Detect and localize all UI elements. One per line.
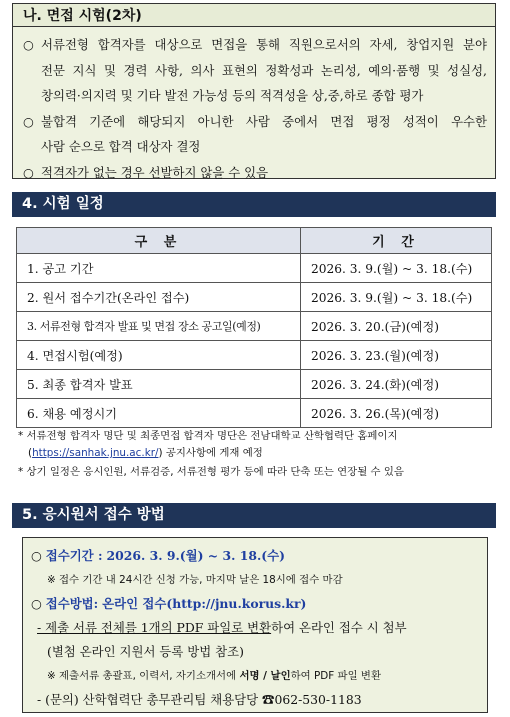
text-line: 사람 순으로 합격 대상자 결정: [41, 139, 201, 154]
table-row: [17, 312, 492, 341]
text-line: 적격자가 없는 경우 선발하지 않을 수 있음: [41, 164, 269, 180]
bullet-evaluation: [23, 32, 487, 109]
row-label: 4. 면접시험(예정): [17, 341, 301, 370]
method-label: 접수방법:: [45, 596, 99, 611]
note-bold: 서명 / 날인: [239, 670, 291, 682]
table-row: [17, 283, 492, 312]
text-line: 불합격 기준에 해당되지 아니한 사람 중에서 면접 평정 성적이 우수한: [41, 113, 487, 129]
column-header-period: 기 간: [301, 228, 492, 254]
circle-bullet-icon: ○: [23, 164, 34, 180]
row-label: 6. 채용 예정시기: [17, 399, 301, 428]
section-na-title: 나. 면접 시험(2차): [12, 3, 496, 27]
table-row: [17, 341, 492, 370]
method-line: [31, 592, 479, 616]
row-period: 2026. 3. 20.(금)(예정): [301, 312, 492, 341]
submission-sub: (별첨 온라인 지원서 등록 방법 참조): [47, 644, 244, 659]
application-method-box: [22, 537, 488, 713]
contact-line: - (문의) 산학협력단 총무관리팀 채용담당 ☎062-530-1183: [37, 692, 362, 707]
submission-text-cont: 하여 온라인 접수 시 첨부: [271, 620, 407, 635]
section-na-content: [12, 27, 496, 179]
column-header-category: 구 분: [17, 228, 301, 254]
note-schedule-change: * 상기 일정은 응시인원, 서류검증, 서류전형 평가 등에 따라 단축 또는 연장될 수 있음: [18, 466, 404, 478]
table-header-row: [17, 228, 492, 254]
row-period: 2026. 3. 9.(월) ~ 3. 18.(수): [301, 254, 492, 283]
text-line: 전문 지식 및 경력 사항, 의사 표현의 정확성과 논리성, 예의·품행 및 성실성,: [41, 62, 487, 78]
text-line: 서류전형 합격자를 대상으로 면접을 통해 직원으로서의 자세, 창업지원 분야: [41, 37, 487, 52]
submission-line: [31, 616, 479, 640]
text-line: 창의력·의지력 및 기타 발전 가능성 등의 적격성을 상,중,하로 종합 평가: [41, 88, 424, 103]
schedule-notes: [18, 428, 498, 481]
bullet-no-candidate: [23, 160, 487, 186]
table-row: [17, 370, 492, 399]
section-5-title: 5. 응시원서 접수 방법: [12, 503, 496, 528]
schedule-table: [16, 227, 492, 428]
period-line: [31, 544, 479, 568]
note-text: 하여 PDF 파일 변환: [290, 670, 382, 682]
note-text: ※ 제출서류 총괄표, 이력서, 자기소개서에: [47, 670, 240, 682]
table-row: [17, 399, 492, 428]
period-note: ※ 접수 기간 내 24시간 신청 가능, 마지막 날은 18시에 접수 마감: [47, 574, 343, 586]
row-period: 2026. 3. 24.(화)(예정): [301, 370, 492, 399]
row-label: 1. 공고 기간: [17, 254, 301, 283]
row-period: 2026. 3. 26.(목)(예정): [301, 399, 492, 428]
row-label: 5. 최종 합격자 발표: [17, 370, 301, 399]
table-row: [17, 254, 492, 283]
note-announcement-cont: (https://sanhak.jnu.ac.kr/) 공지사항에 게재 예정: [28, 447, 263, 459]
circle-bullet-icon: ○: [31, 596, 42, 611]
circle-bullet-icon: ○: [23, 37, 34, 52]
bullet-selection: [23, 109, 487, 160]
circle-bullet-icon: ○: [23, 113, 34, 129]
note-text: 공지사항에 게재 예정: [165, 447, 263, 459]
row-label: 2. 원서 접수기간(온라인 접수): [17, 283, 301, 312]
row-period: 2026. 3. 23.(월)(예정): [301, 341, 492, 370]
circle-bullet-icon: ○: [31, 548, 42, 563]
period-value: 2026. 3. 9.(월) ~ 3. 18.(수): [106, 548, 285, 563]
method-value: 온라인 접수(http://jnu.korus.kr): [102, 596, 307, 611]
period-label: 접수기간 :: [45, 548, 103, 563]
signature-note: [31, 664, 479, 688]
row-period: 2026. 3. 9.(월) ~ 3. 18.(수): [301, 283, 492, 312]
submission-text: - 제출 서류 전체를 1개의 PDF 파일로 변환: [37, 620, 272, 635]
row-label: 3. 서류전형 합격자 발표 및 면접 장소 공고일(예정): [17, 312, 301, 341]
note-announcement: * 서류전형 합격자 명단 및 최종면접 합격자 명단은 전남대학교 산학협력단 홈페이지: [18, 430, 398, 442]
section-4-title: 4. 시험 일정: [12, 192, 496, 217]
homepage-link[interactable]: https://sanhak.jnu.ac.kr/: [32, 447, 159, 459]
